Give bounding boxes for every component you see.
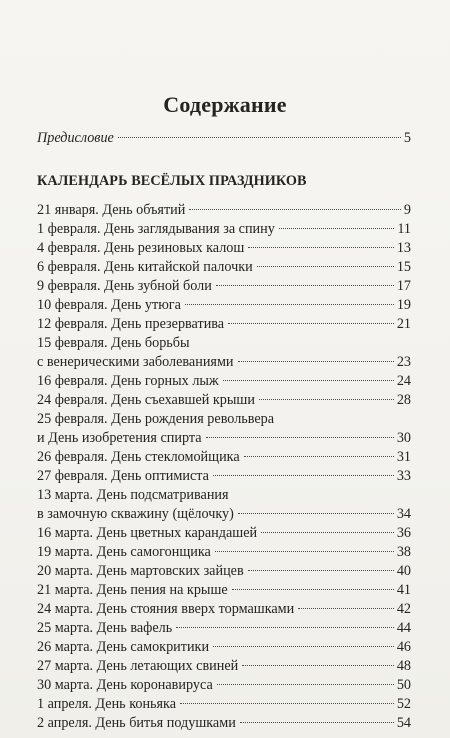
toc-entry-page: 46 (396, 639, 411, 655)
toc-entry (37, 372, 411, 391)
toc-entry-page: 38 (396, 544, 411, 560)
section-heading: КАЛЕНДАРЬ ВЕСЁЛЫХ ПРАЗДНИКОВ (37, 173, 307, 189)
toc-entry-page: 11 (397, 221, 411, 237)
toc-entry-label: 27 марта. День летающих свиней (37, 658, 239, 674)
toc-entry-label: 20 марта. День мартовских зайцев (37, 563, 244, 579)
toc-entry (37, 600, 411, 619)
toc-entry (37, 505, 411, 524)
toc-entry (37, 391, 411, 410)
dot-leader (244, 456, 394, 457)
toc-entry-label: 25 марта. День вафель (37, 620, 173, 636)
toc-entry-page: 13 (396, 240, 411, 256)
toc-entry (37, 676, 411, 695)
dot-leader (118, 137, 401, 138)
toc-entry-label: Предисловие (37, 130, 114, 146)
toc-entry-page: 44 (396, 620, 411, 636)
dot-leader (257, 266, 394, 267)
toc-entry-page: 17 (396, 278, 411, 294)
toc-entry-page: 23 (396, 354, 411, 370)
toc-entry (37, 638, 411, 657)
dot-leader (240, 722, 394, 723)
toc-entry (37, 239, 411, 258)
toc-entry (37, 220, 411, 239)
toc-entry-page: 5 (403, 130, 411, 146)
toc-entry-label: 16 марта. День цветных карандашей (37, 525, 258, 541)
toc-entry-page: 15 (396, 259, 411, 275)
toc-entry-page: 48 (396, 658, 411, 674)
toc-entry-page: 54 (396, 715, 411, 731)
dot-leader (206, 437, 394, 438)
dot-leader (279, 228, 394, 229)
toc-entry (37, 296, 411, 315)
toc-entry-page: 33 (396, 468, 411, 484)
toc-entry (37, 467, 411, 486)
toc-entry-first-line: 25 февраля. День рождения револьвера (37, 411, 275, 427)
toc-entry-label: 2 апреля. День битья подушками (37, 715, 236, 731)
toc-entry (37, 657, 411, 676)
toc-entry-label: 1 апреля. День коньяка (37, 696, 177, 712)
dot-leader (213, 646, 394, 647)
toc-entry-preface (37, 129, 411, 148)
page-title: Содержание (163, 92, 287, 117)
toc-entry-label: с венерическими заболеваниями (37, 354, 234, 370)
toc-entry (37, 581, 411, 600)
toc-entry-page: 31 (396, 449, 411, 465)
toc-entry-first-line: 13 марта. День подсматривания (37, 487, 229, 503)
toc-entry-page: 36 (396, 525, 411, 541)
toc-entry-label: 16 февраля. День горных лыж (37, 373, 219, 389)
toc-entry (37, 695, 411, 714)
toc-entry (37, 353, 411, 372)
dot-leader (298, 608, 394, 609)
dot-leader (238, 361, 394, 362)
dot-leader (248, 247, 393, 248)
toc-entry-label: 12 февраля. День презерватива (37, 316, 225, 332)
toc-entry-page: 52 (396, 696, 411, 712)
toc-entry-label: 26 февраля. День стекломойщика (37, 449, 240, 465)
dot-leader (232, 589, 394, 590)
toc-entry-page: 9 (403, 202, 411, 218)
toc-entry-page: 19 (396, 297, 411, 313)
dot-leader (259, 399, 394, 400)
dot-leader (185, 304, 394, 305)
toc-entry (37, 429, 411, 448)
toc-entry (37, 258, 411, 277)
dot-leader (213, 475, 394, 476)
dot-leader (223, 380, 394, 381)
toc-entry-label: 24 марта. День стояния вверх тормашками (37, 601, 295, 617)
toc-entry-label: 21 января. День объятий (37, 202, 186, 218)
toc-entry-page: 50 (396, 677, 411, 693)
dot-leader (217, 684, 394, 685)
dot-leader (215, 551, 394, 552)
toc-entry-first-line: 15 февраля. День борьбы (37, 335, 190, 351)
toc-entry (37, 448, 411, 467)
toc-entry (37, 315, 411, 334)
toc-entry (37, 562, 411, 581)
toc-entry-label: и День изобретения спирта (37, 430, 202, 446)
toc-entry-page: 34 (396, 506, 411, 522)
dot-leader (176, 627, 394, 628)
toc-entry-page: 21 (396, 316, 411, 332)
toc-entry (37, 619, 411, 638)
toc-entry-label: 9 февраля. День зубной боли (37, 278, 212, 294)
toc-entry-label: 19 марта. День самогонщика (37, 544, 211, 560)
dot-leader (261, 532, 394, 533)
toc-entry (37, 277, 411, 296)
dot-leader (248, 570, 394, 571)
toc-entry-label: 24 февраля. День съехавшей крыши (37, 392, 255, 408)
toc-entry-label: 4 февраля. День резиновых калош (37, 240, 245, 256)
toc-entry-page: 28 (396, 392, 411, 408)
dot-leader (216, 285, 394, 286)
dot-leader (242, 665, 394, 666)
toc-entry-label: 30 марта. День коронавируса (37, 677, 213, 693)
toc-entry-label: 26 марта. День самокритики (37, 639, 210, 655)
toc-entry-label: 10 февраля. День утюга (37, 297, 181, 313)
toc-entry (37, 714, 411, 733)
toc-entry-label: 21 марта. День пения на крыше (37, 582, 228, 598)
dot-leader (228, 323, 394, 324)
toc-entry-page: 42 (396, 601, 411, 617)
dot-leader (238, 513, 394, 514)
toc-entry (37, 524, 411, 543)
toc-entry-page: 24 (396, 373, 411, 389)
toc-entry-page: 41 (396, 582, 411, 598)
toc-entry-page: 30 (396, 430, 411, 446)
dot-leader (180, 703, 394, 704)
dot-leader (189, 209, 401, 210)
toc-entry (37, 201, 411, 220)
toc-entry-label: в замочную скважину (щёлочку) (37, 506, 234, 522)
toc-entry-label: 27 февраля. День оптимиста (37, 468, 209, 484)
toc-entry-label: 1 февраля. День заглядывания за спину (37, 221, 275, 237)
toc-entry-page: 40 (396, 563, 411, 579)
toc-entry (37, 543, 411, 562)
toc-entry-label: 6 февраля. День китайской палочки (37, 259, 253, 275)
